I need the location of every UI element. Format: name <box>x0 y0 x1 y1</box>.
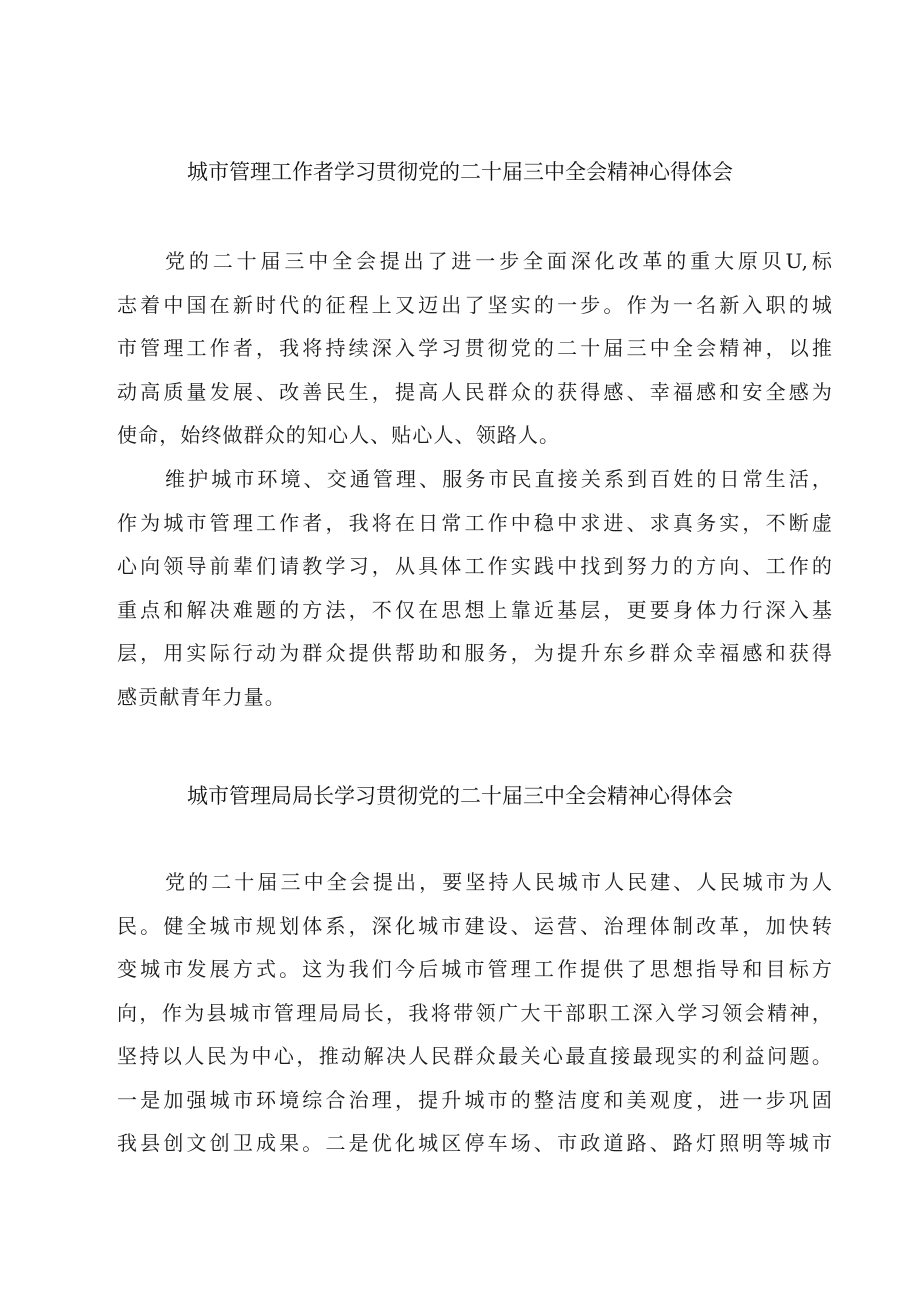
section-1-paragraph-1 <box>117 240 833 458</box>
section-1-paragraph-2 <box>117 458 833 719</box>
text-line: 一是加强城市环境综合治理，提升城市的整洁度和美观度，进一步巩固 <box>117 1087 833 1112</box>
text-line: 心向领导前辈们请教学习，从具体工作实践中找到努力的方向、工作的 <box>117 554 833 578</box>
text-line: 层，用实际行动为群众提供帮助和服务，为提升东乡群众幸福感和获得 <box>117 641 833 665</box>
section-2-title: 城市管理局局长学习贯彻党的二十届三中全会精神心得体会 <box>187 784 733 808</box>
section-1-title: 城市管理工作者学习贯彻党的二十届三中全会精神心得体会 <box>187 160 733 184</box>
text-line: 作为城市管理工作者，我将在日常工作中稳中求进、求真务实，不断虚 <box>117 510 833 535</box>
section-2-paragraph-1 <box>117 861 833 1166</box>
text-line: 党的二十届三中全会提出了进一步全面深化改革的重大原贝U,标 <box>165 249 833 273</box>
text-line: 坚持以人民为中心，推动解决人民群众最关心最直接最现实的利益问题。 <box>117 1044 833 1068</box>
text-line: 感贡献青年力量。 <box>117 684 286 709</box>
text-line: 向，作为县城市管理局局长，我将带领广大干部职工深入学习领会精神， <box>117 1000 833 1025</box>
text-line: 民。健全城市规划体系，深化城市建设、运营、治理体制改革，加快转 <box>117 913 833 938</box>
text-line: 我县创文创卫成果。二是优化城区停车场、市政道路、路灯照明等城市 <box>117 1131 833 1155</box>
text-line: 变城市发展方式。这为我们今后城市管理工作提供了思想指导和目标方 <box>117 957 833 981</box>
text-line: 维护城市环境、交通管理、服务市民直接关系到百姓的日常生活， <box>165 467 833 491</box>
text-line: 使命，始终做群众的知心人、贴心人、领路人。 <box>117 423 561 447</box>
text-line: 党的二十届三中全会提出，要坚持人民城市人民建、人民城市为人 <box>165 870 833 894</box>
text-line: 市管理工作者，我将持续深入学习贯彻党的二十届三中全会精神，以推 <box>117 336 833 360</box>
text-line: 志着中国在新时代的征程上又迈出了坚实的一步。作为一名新入职的城 <box>117 292 833 317</box>
text-line: 重点和解决难题的方法，不仅在思想上靠近基层，更要身体力行深入基 <box>117 597 833 622</box>
text-line: 动高质量发展、改善民生，提高人民群众的获得感、幸福感和安全感为 <box>117 379 833 404</box>
